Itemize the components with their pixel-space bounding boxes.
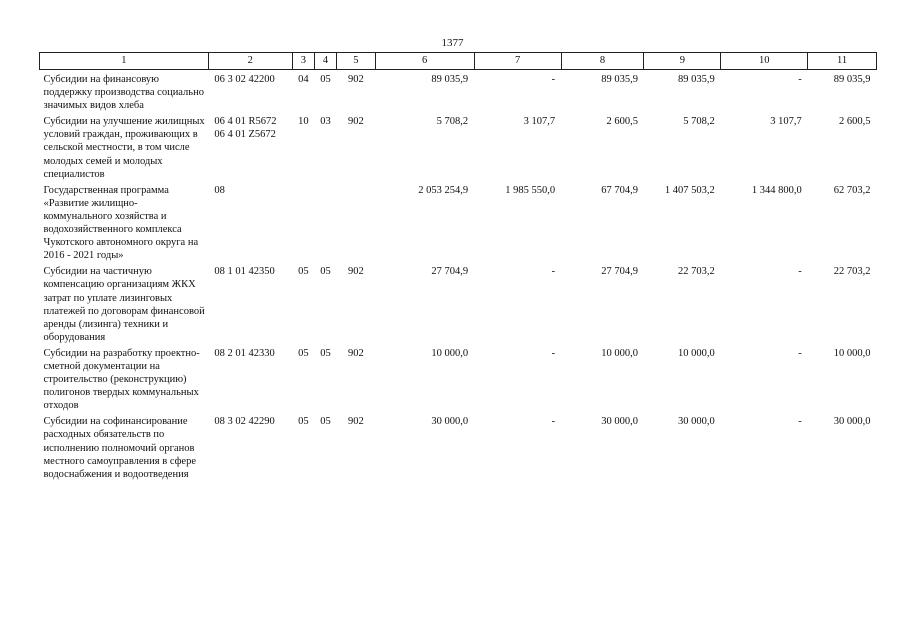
- table-header: [40, 53, 877, 70]
- table-row: [40, 70, 877, 113]
- row-col9: 22 703,2: [678, 266, 715, 278]
- row-col6: 27 704,9: [431, 266, 469, 278]
- row-name: Субсидии на разработку проектно-сметной документации на строительство (реконструкцию) полигонов твердых коммунальных отходов: [43, 347, 200, 412]
- table-row: [40, 412, 877, 480]
- row-section: 04: [298, 74, 309, 85]
- row-col8: 27 704,9: [601, 266, 638, 278]
- table-row: [40, 181, 877, 263]
- row-col11: 89 035,9: [833, 74, 871, 85]
- row-admin-code: 902: [348, 74, 364, 85]
- row-name: Субсидии на софинансирование расходных обязательств по исполнению полномочий органов местного самоуправления в сфере водоснабжения и водоотведения: [43, 416, 196, 480]
- header-row: [40, 53, 877, 70]
- header-cell-5: 5: [337, 53, 375, 70]
- header-cell-3: 3: [292, 53, 314, 70]
- row-section: 05: [298, 266, 309, 278]
- row-admin-code: 902: [348, 347, 364, 359]
- row-col10: 3 107,7: [770, 116, 802, 128]
- row-code: [208, 412, 292, 480]
- row-col6: 30 000,0: [431, 416, 469, 428]
- row-col11: 2 600,5: [839, 116, 871, 128]
- row-col10: -: [798, 416, 802, 428]
- row-name: Субсидии на частичную компенсацию организациям ЖКХ затрат по уплате лизинговых платежей по договорам финансовой аренды (лизинга) техники и оборудования: [43, 266, 205, 343]
- row-col10: -: [798, 347, 802, 359]
- row-col9: 89 035,9: [678, 74, 715, 85]
- row-section: 05: [298, 416, 309, 428]
- code-line: 06 3 02 42200: [214, 74, 275, 85]
- code-line: 08 1 01 42350: [214, 266, 275, 278]
- row-section: 05: [298, 347, 309, 359]
- row-subsection: 05: [320, 416, 331, 428]
- row-admin-code: [337, 181, 375, 263]
- row-col8: 10 000,0: [601, 347, 638, 359]
- header-cell-11: 11: [808, 53, 877, 70]
- row-col6: 10 000,0: [431, 347, 469, 359]
- row-col7: 3 107,7: [523, 116, 556, 128]
- row-subsection: 03: [320, 116, 331, 128]
- row-subsection: 05: [320, 74, 331, 85]
- row-name: Субсидии на улучшение жилищных условий граждан, проживающих в сельской местности, в том числе молодых семей и молодых специалистов: [43, 116, 205, 180]
- row-code: [208, 262, 292, 344]
- header-cell-10: 10: [721, 53, 808, 70]
- row-col7: -: [551, 416, 556, 428]
- row-name: Субсидии на финансовую поддержку производства социально значимых видов хлеба: [43, 74, 204, 112]
- row-col7: -: [551, 266, 556, 278]
- row-section: 10: [298, 116, 309, 128]
- row-col6: 5 708,2: [436, 116, 469, 128]
- row-col7: -: [551, 347, 556, 359]
- header-cell-8: 8: [561, 53, 644, 70]
- row-admin-code: 902: [348, 266, 364, 278]
- code-line: 08 3 02 42290: [214, 416, 275, 428]
- code-line: 08: [214, 184, 225, 196]
- row-col9: 1 407 503,2: [664, 184, 715, 196]
- row-code: [208, 181, 292, 263]
- row-col6: 89 035,9: [431, 74, 469, 85]
- header-cell-9: 9: [644, 53, 721, 70]
- page-number: 1377: [441, 37, 464, 49]
- row-code: [208, 112, 292, 180]
- row-col10: -: [798, 266, 802, 278]
- row-col11: 22 703,2: [833, 266, 871, 278]
- code-line: 08 2 01 42330: [214, 347, 275, 359]
- row-col10: -: [798, 74, 802, 85]
- row-subsection: [314, 181, 336, 263]
- row-col8: 2 600,5: [606, 116, 638, 128]
- table-row: [40, 344, 877, 412]
- row-col8: 89 035,9: [601, 74, 638, 85]
- row-col9: 30 000,0: [678, 416, 715, 428]
- row-col6: 2 053 254,9: [418, 184, 469, 196]
- table-body: [40, 70, 877, 481]
- row-col10: 1 344 800,0: [751, 184, 802, 196]
- code-line: 06 4 01 R5672: [214, 116, 277, 128]
- header-cell-6: 6: [375, 53, 474, 70]
- row-subsection: 05: [320, 347, 331, 359]
- header-cell-4: 4: [314, 53, 336, 70]
- row-name: Государственная программа «Развитие жилищно-коммунального хозяйства и водохозяйственного комплекса Чукотского автономного округа на 2016 - 2021 годы»: [43, 184, 199, 262]
- row-col9: 10 000,0: [678, 347, 715, 359]
- table-row: [40, 262, 877, 344]
- budget-table: [39, 52, 877, 481]
- header-cell-7: 7: [474, 53, 561, 70]
- row-admin-code: 902: [348, 416, 364, 428]
- row-col11: 30 000,0: [833, 416, 871, 428]
- row-code: [208, 70, 292, 113]
- row-col11: 62 703,2: [833, 184, 871, 196]
- row-col7: -: [551, 74, 556, 85]
- row-code: [208, 344, 292, 412]
- row-col8: 30 000,0: [601, 416, 638, 428]
- row-admin-code: 902: [348, 116, 364, 128]
- row-col7: 1 985 550,0: [505, 184, 556, 196]
- code-line: 06 4 01 Z5672: [214, 129, 276, 141]
- header-cell-2: 2: [208, 53, 292, 70]
- row-col11: 10 000,0: [833, 347, 871, 359]
- row-subsection: 05: [320, 266, 331, 278]
- row-col9: 5 708,2: [683, 116, 715, 128]
- header-cell-1: 1: [40, 53, 209, 70]
- table-row: [40, 112, 877, 180]
- row-col8: 67 704,9: [601, 184, 638, 196]
- row-section: [292, 181, 314, 263]
